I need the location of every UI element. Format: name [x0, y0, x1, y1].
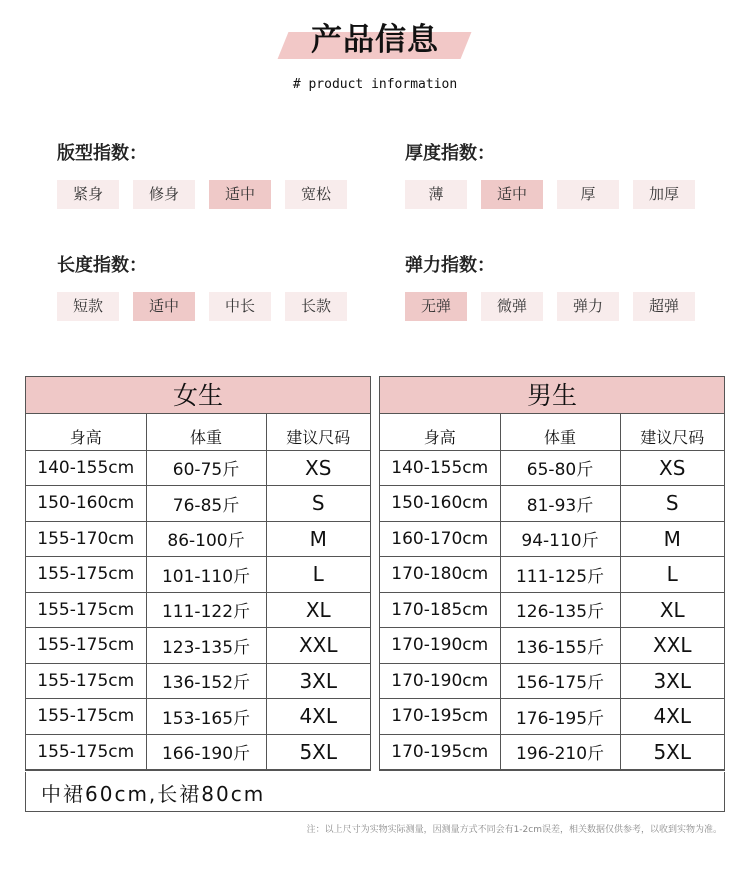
height-cell: 170-195cm: [380, 699, 500, 735]
table-row: [380, 450, 724, 486]
table-row: [26, 628, 370, 664]
weight-cell: 111-122斤: [146, 592, 266, 628]
elasticity-index-label: 弹力指数：: [405, 255, 495, 276]
height-cell: 155-175cm: [26, 663, 146, 699]
length-option-short: 短款: [57, 292, 119, 321]
men-table-title: 男生: [380, 377, 724, 414]
thickness-option-extra-thick: 加厚: [633, 180, 695, 209]
measurement-note: 注：以上尺寸为实物实际测量，因测量方式不同会有1-2cm误差，相关数据仅供参考，以收到实物为准。: [306, 825, 722, 835]
thickness-option-regular: 适中: [481, 180, 543, 209]
table-row: [380, 521, 724, 557]
size-cell: XL: [620, 592, 724, 628]
weight-cell: 101-110斤: [146, 557, 266, 593]
skirt-length-text: 中裙60cm,长裙80cm: [41, 782, 266, 806]
page-subtitle: # product information: [292, 77, 458, 92]
size-cell: M: [620, 521, 724, 557]
weight-cell: 81-93斤: [500, 486, 620, 522]
weight-cell: 94-110斤: [500, 521, 620, 557]
fit-option-loose: 宽松: [285, 180, 347, 209]
women-size-grid: [26, 414, 370, 770]
weight-cell: 176-195斤: [500, 699, 620, 735]
size-cell: XS: [266, 450, 370, 486]
skirt-length-bar: [25, 772, 725, 812]
weight-cell: 126-135斤: [500, 592, 620, 628]
men-size-grid: [380, 414, 724, 770]
table-row: [26, 592, 370, 628]
length-index: [57, 252, 377, 321]
table-row: [26, 450, 370, 486]
height-cell: 155-175cm: [26, 734, 146, 770]
table-row: [380, 592, 724, 628]
length-option-regular: 适中: [133, 292, 195, 321]
height-cell: 170-190cm: [380, 628, 500, 664]
size-cell: 4XL: [266, 699, 370, 735]
height-cell: 170-185cm: [380, 592, 500, 628]
size-cell: S: [266, 486, 370, 522]
table-row: [380, 734, 724, 770]
thickness-index-label: 厚度指数：: [405, 143, 495, 164]
column-header-weight: 体重: [146, 414, 266, 450]
size-cell: 5XL: [266, 734, 370, 770]
weight-cell: 111-125斤: [500, 557, 620, 593]
women-size-table: [25, 376, 371, 771]
size-cell: XS: [620, 450, 724, 486]
weight-cell: 166-190斤: [146, 734, 266, 770]
height-cell: 155-175cm: [26, 699, 146, 735]
size-cell: 5XL: [620, 734, 724, 770]
table-row: [26, 699, 370, 735]
table-header-row: [380, 414, 724, 450]
size-cell: 3XL: [620, 663, 724, 699]
height-cell: 140-155cm: [26, 450, 146, 486]
column-header-weight: 体重: [500, 414, 620, 450]
elasticity-option-slight: 微弹: [481, 292, 543, 321]
height-cell: 155-175cm: [26, 628, 146, 664]
height-cell: 155-170cm: [26, 521, 146, 557]
size-cell: XXL: [266, 628, 370, 664]
column-header-size: 建议尺码: [266, 414, 370, 450]
size-cell: XL: [266, 592, 370, 628]
table-row: [26, 521, 370, 557]
weight-cell: 86-100斤: [146, 521, 266, 557]
weight-cell: 156-175斤: [500, 663, 620, 699]
elasticity-option-stretch: 弹力: [557, 292, 619, 321]
height-cell: 155-175cm: [26, 592, 146, 628]
size-cell: XXL: [620, 628, 724, 664]
size-cell: S: [620, 486, 724, 522]
table-row: [380, 663, 724, 699]
size-cell: 3XL: [266, 663, 370, 699]
weight-cell: 136-152斤: [146, 663, 266, 699]
fit-option-tight: 紧身: [57, 180, 119, 209]
men-table-body: [380, 450, 724, 770]
elasticity-option-none: 无弹: [405, 292, 467, 321]
table-row: [380, 557, 724, 593]
size-cell: M: [266, 521, 370, 557]
women-table-body: [26, 450, 370, 770]
table-row: [26, 557, 370, 593]
size-cell: L: [620, 557, 724, 593]
women-table-title: 女生: [26, 377, 370, 414]
table-row: [26, 486, 370, 522]
height-cell: 140-155cm: [380, 450, 500, 486]
height-cell: 160-170cm: [380, 521, 500, 557]
men-size-table: [379, 376, 725, 771]
elasticity-index: [405, 252, 725, 321]
table-row: [380, 628, 724, 664]
column-header-height: 身高: [26, 414, 146, 450]
fit-option-regular: 适中: [209, 180, 271, 209]
thickness-option-thick: 厚: [557, 180, 619, 209]
weight-cell: 60-75斤: [146, 450, 266, 486]
weight-cell: 136-155斤: [500, 628, 620, 664]
table-row: [26, 663, 370, 699]
fit-index: [57, 140, 377, 209]
column-header-size: 建议尺码: [620, 414, 724, 450]
fit-option-slim: 修身: [133, 180, 195, 209]
weight-cell: 196-210斤: [500, 734, 620, 770]
column-header-height: 身高: [380, 414, 500, 450]
table-header-row: [26, 414, 370, 450]
weight-cell: 65-80斤: [500, 450, 620, 486]
page-title: 产品信息: [311, 22, 439, 58]
length-option-mid: 中长: [209, 292, 271, 321]
height-cell: 150-160cm: [380, 486, 500, 522]
length-index-label: 长度指数：: [57, 255, 147, 276]
length-option-long: 长款: [285, 292, 347, 321]
height-cell: 170-180cm: [380, 557, 500, 593]
page-header: [0, 10, 750, 66]
size-cell: L: [266, 557, 370, 593]
weight-cell: 123-135斤: [146, 628, 266, 664]
table-row: [26, 734, 370, 770]
height-cell: 170-195cm: [380, 734, 500, 770]
thickness-index: [405, 140, 725, 209]
height-cell: 155-175cm: [26, 557, 146, 593]
table-row: [380, 699, 724, 735]
weight-cell: 76-85斤: [146, 486, 266, 522]
height-cell: 150-160cm: [26, 486, 146, 522]
height-cell: 170-190cm: [380, 663, 500, 699]
fit-index-label: 版型指数：: [57, 143, 147, 164]
weight-cell: 153-165斤: [146, 699, 266, 735]
size-cell: 4XL: [620, 699, 724, 735]
elasticity-option-super: 超弹: [633, 292, 695, 321]
table-row: [380, 486, 724, 522]
thickness-option-thin: 薄: [405, 180, 467, 209]
